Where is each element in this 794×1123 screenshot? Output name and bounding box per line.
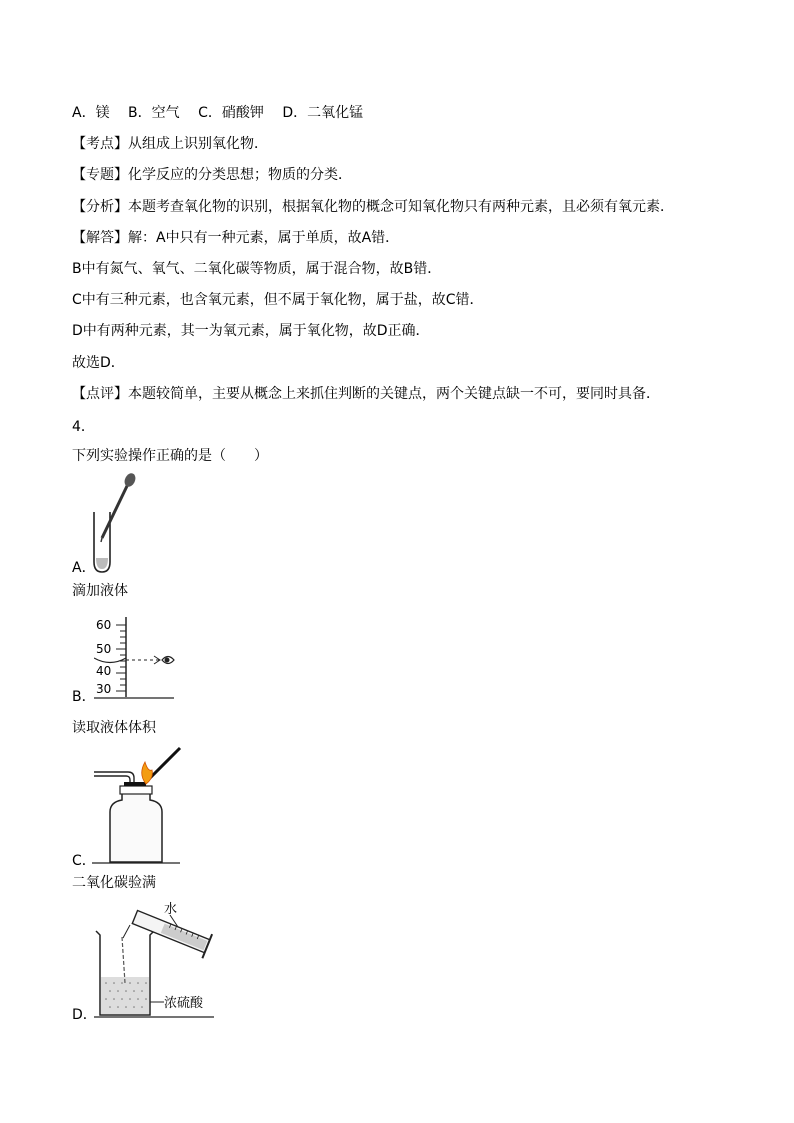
q3-options-line [72,104,363,122]
q3-option-a: A．镁 [72,105,110,121]
gas-bottle [110,792,162,862]
meniscus [94,658,126,663]
q3-fenxi: 【分析】本题考查氧化物的识别，根据氧化物的概念可知氧化物只有两种元素，且必须有氧元素． [72,199,674,215]
scale-label-50: 50 [96,642,112,656]
option-d-letter: D． [72,1007,97,1023]
burning-splint [148,748,180,780]
scale-ticks [116,625,126,691]
dropper-tube [102,486,127,538]
stirring-rod [122,937,125,983]
option-b-caption: 读取液体体积 [72,720,156,736]
q3-kaodian: 【考点】从组成上识别氧化物． [72,136,268,152]
q3-jieda-2: B中有氮气、氧气、二氧化碳等物质，属于混合物，故B错． [72,261,442,277]
test-tube-liquid [96,558,108,569]
option-b-letter: B． [72,689,96,705]
option-c-letter: C． [72,853,96,869]
option-a-caption: 滴加液体 [72,583,128,599]
label-water: 水 [164,902,178,917]
q3-jieda-1: 【解答】解：A中只有一种元素，属于单质，故A错． [72,230,400,246]
scale-label-60: 60 [96,618,112,632]
q3-guxuan: 故选D． [72,355,125,371]
q3-jieda-3: C中有三种元素，也含氧元素，但不属于氧化物，属于盐，故C错． [72,292,484,308]
q3-option-b: B．空气 [128,105,180,121]
q3-option-d: D．二氧化锰 [282,105,364,121]
dropper-bulb [123,472,138,488]
flame-icon [142,762,153,784]
q3-option-c: C．硝酸钾 [198,105,264,121]
scale-label-30: 30 [96,682,112,696]
option-c-caption: 二氧化碳验满 [72,875,156,891]
q4-stem: 下列实验操作正确的是（ ） [72,448,268,464]
option-a-letter: A． [72,560,96,576]
q3-zhuanti: 【专题】化学反应的分类思想；物质的分类． [72,167,352,183]
q4-number: 4． [72,419,95,435]
q3-dianping: 【点评】本题较简单，主要从概念上来抓住判断的关键点，两个关键点缺一不可，要同时具备． [72,386,660,402]
label-concentrated-sulfuric-acid: 浓硫酸 [164,996,204,1011]
scale-label-40: 40 [96,664,112,678]
option-d-figure [92,897,216,1021]
q3-jieda-4: D中有两种元素，其一为氧元素，属于氧化物，故D正确． [72,323,430,339]
option-b-figure [94,613,178,701]
option-c-figure [88,740,208,866]
